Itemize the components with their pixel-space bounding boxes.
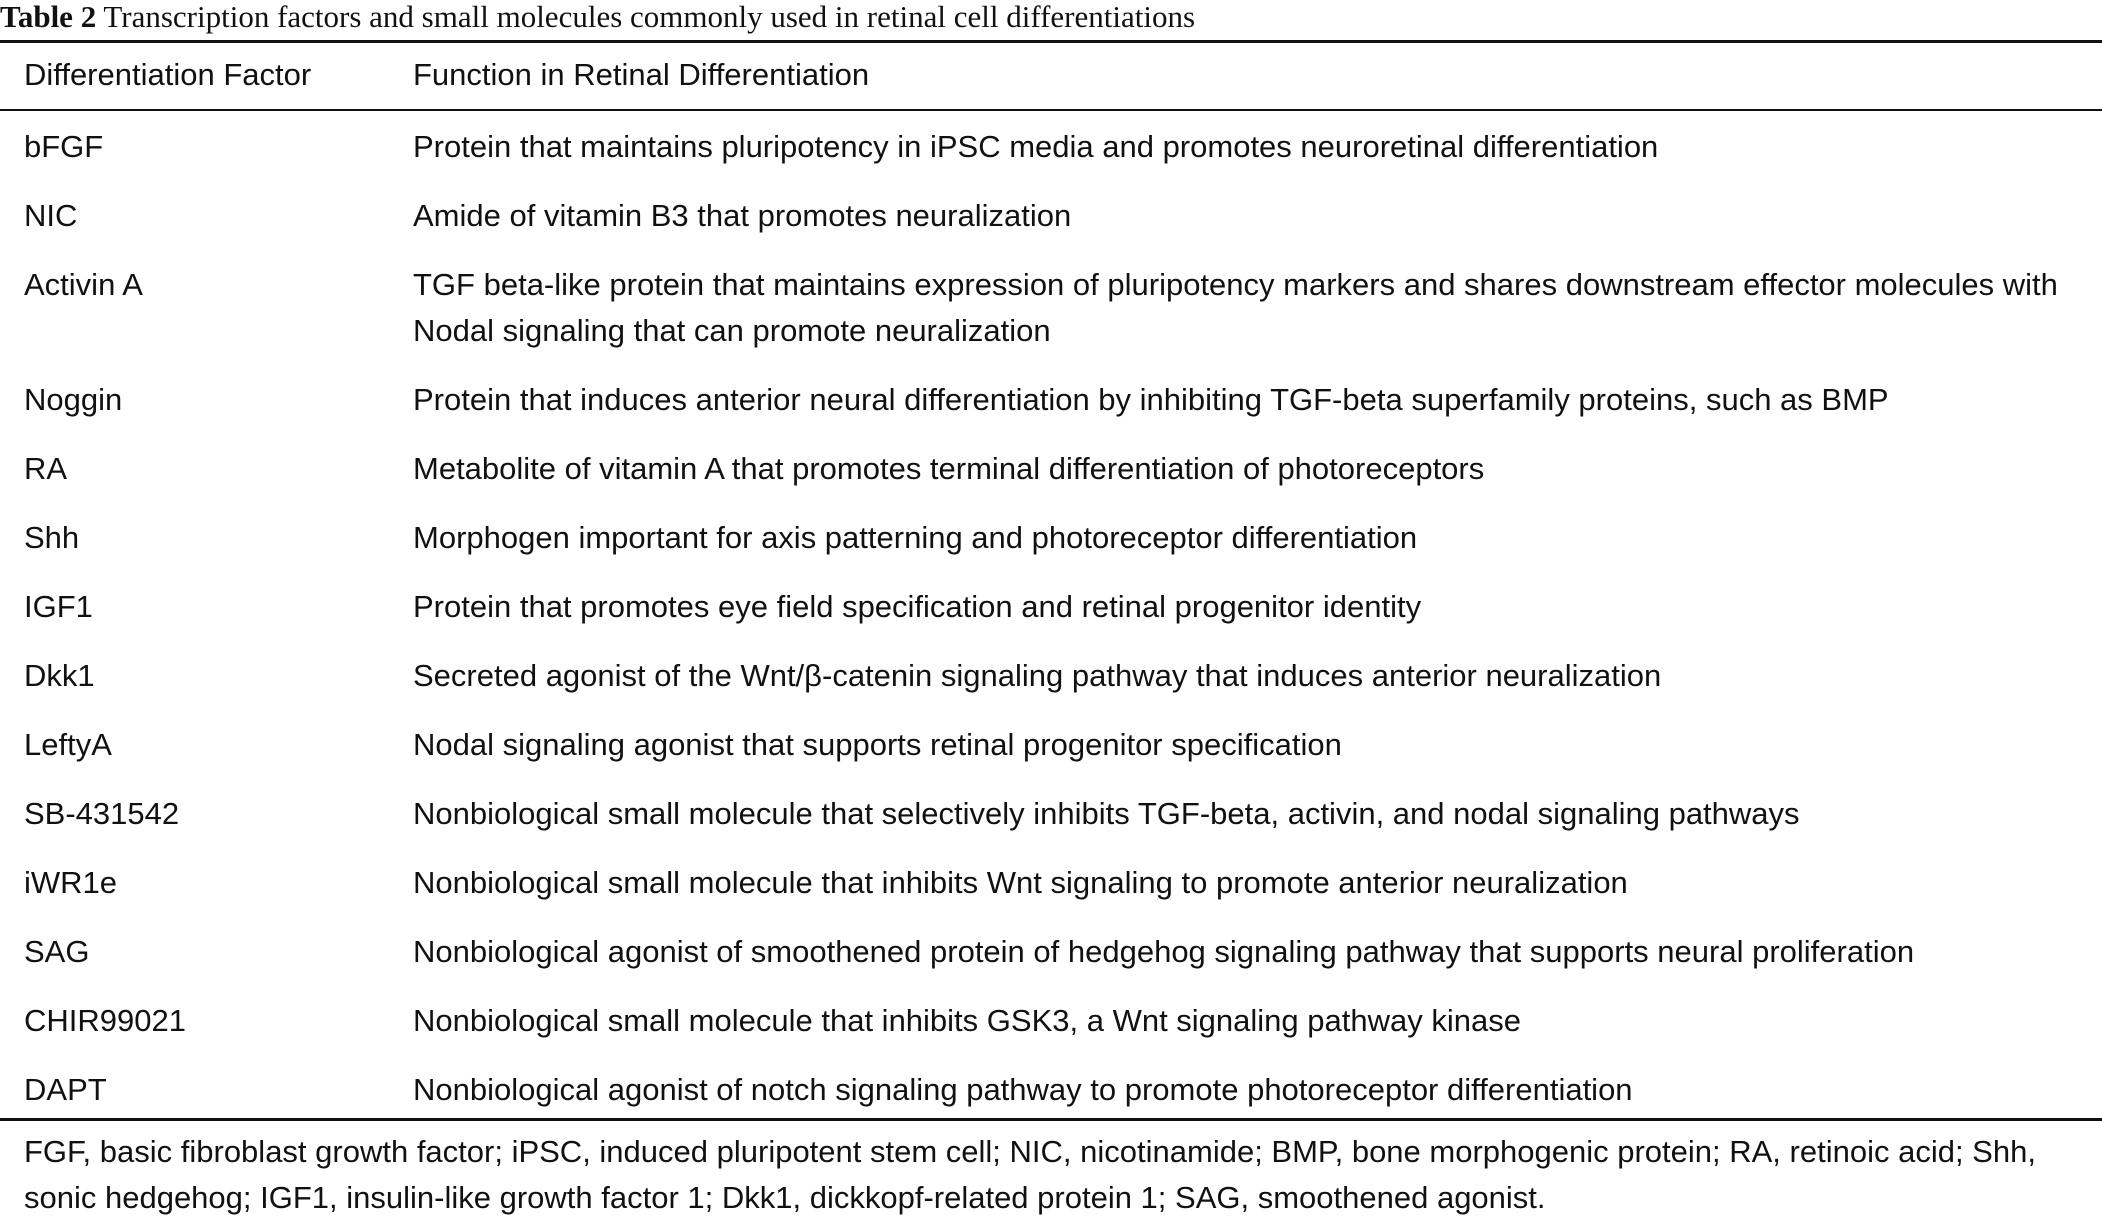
table-caption bbox=[0, 0, 1195, 38]
factor-cell: iWR1e bbox=[24, 865, 118, 900]
function-cell: Protein that maintains pluripotency in iPSC media and promotes neuroretinal differentiation bbox=[413, 129, 1659, 164]
table-row bbox=[0, 860, 2102, 929]
table-row bbox=[0, 722, 2102, 791]
table-row bbox=[0, 653, 2102, 722]
factor-cell: Activin A bbox=[24, 267, 143, 302]
factor-cell: SB-431542 bbox=[24, 796, 180, 831]
table-row bbox=[0, 1067, 2102, 1136]
function-cell: Metabolite of vitamin A that promotes terminal differentiation of photoreceptors bbox=[413, 451, 1485, 486]
factor-cell: Shh bbox=[24, 520, 80, 555]
function-cell: Nodal signaling agonist that supports retinal progenitor specification bbox=[413, 727, 1342, 762]
factor-cell: NIC bbox=[24, 198, 78, 233]
factor-cell: bFGF bbox=[24, 129, 104, 164]
function-cell: Amide of vitamin B3 that promotes neuralization bbox=[413, 198, 1072, 233]
table-footnote: FGF, basic fibroblast growth factor; iPSC, induced pluripotent stem cell; NIC, nicotinamide; BMP, bone morphogenic protein; RA, retinoic acid; Shh, sonic hedgehog; IGF1, insulin-like growth factor 1; Dkk1, dickkopf-related protein 1; SAG, smoothened agonist. bbox=[24, 1134, 2036, 1215]
table-row bbox=[0, 584, 2102, 653]
table-row bbox=[0, 791, 2102, 860]
table-body bbox=[0, 124, 2102, 1136]
factor-cell: SAG bbox=[24, 934, 90, 969]
factor-cell: LeftyA bbox=[24, 727, 112, 762]
function-cell: Secreted agonist of the Wnt/β-catenin signaling pathway that induces anterior neuralization bbox=[413, 658, 1662, 693]
table-row bbox=[0, 998, 2102, 1067]
function-cell: TGF beta-like protein that maintains expression of pluripotency markers and shares downstream effector molecules with Nodal signaling that can promote neuralization bbox=[413, 267, 2058, 348]
function-cell: Nonbiological small molecule that inhibits GSK3, a Wnt signaling pathway kinase bbox=[413, 1003, 1521, 1038]
table-caption-label: Table 2 bbox=[0, 0, 97, 34]
factor-cell: DAPT bbox=[24, 1072, 107, 1107]
function-cell: Nonbiological agonist of notch signaling pathway to promote photoreceptor differentiation bbox=[413, 1072, 1633, 1107]
function-cell: Morphogen important for axis patterning and photoreceptor differentiation bbox=[413, 520, 1418, 555]
function-cell: Protein that induces anterior neural differentiation by inhibiting TGF-beta superfamily proteins, such as BMP bbox=[413, 382, 1889, 417]
table-row bbox=[0, 446, 2102, 515]
table-row bbox=[0, 515, 2102, 584]
factor-cell: CHIR99021 bbox=[24, 1003, 186, 1038]
factor-cell: Noggin bbox=[24, 382, 123, 417]
function-cell: Nonbiological small molecule that selectively inhibits TGF-beta, activin, and nodal signaling pathways bbox=[413, 796, 1800, 831]
factor-cell: RA bbox=[24, 451, 68, 486]
factor-cell: Dkk1 bbox=[24, 658, 95, 693]
table-top-rule bbox=[0, 40, 2102, 43]
table-row bbox=[0, 929, 2102, 998]
table-bottom-rule bbox=[0, 1118, 2102, 1121]
table-caption-text: Transcription factors and small molecules commonly used in retinal cell differentiations bbox=[103, 0, 1196, 34]
table-header-rule bbox=[0, 109, 2102, 111]
table-row bbox=[0, 377, 2102, 446]
table-row bbox=[0, 262, 2102, 377]
factor-cell: IGF1 bbox=[24, 589, 93, 624]
function-cell: Nonbiological agonist of smoothened protein of hedgehog signaling pathway that supports neural proliferation bbox=[413, 934, 1915, 969]
column-header-factor: Differentiation Factor bbox=[24, 57, 312, 92]
column-header-function: Function in Retinal Differentiation bbox=[413, 57, 870, 92]
function-cell: Nonbiological small molecule that inhibits Wnt signaling to promote anterior neuralization bbox=[413, 865, 1628, 900]
table-row bbox=[0, 124, 2102, 193]
function-cell: Protein that promotes eye field specification and retinal progenitor identity bbox=[413, 589, 1422, 624]
table-row bbox=[0, 193, 2102, 262]
